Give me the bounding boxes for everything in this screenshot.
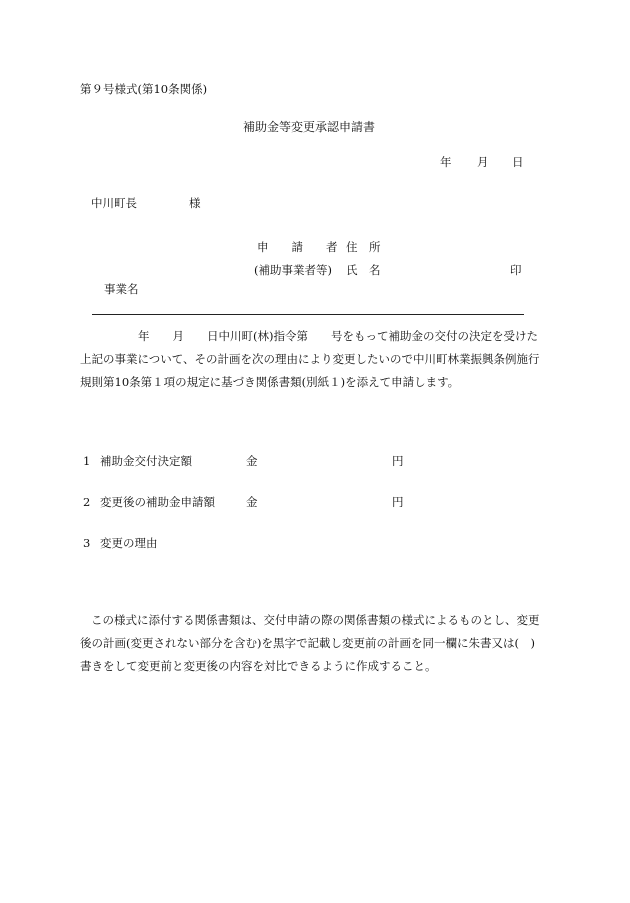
item-label: 変更の理由 bbox=[100, 536, 158, 550]
note-paragraph bbox=[80, 609, 550, 678]
body-line-2: 上記の事業について、その計画を次の理由により変更したいので中川町林業振興条例施行 bbox=[80, 352, 540, 366]
seal-mark: 印 bbox=[510, 263, 522, 277]
item-label: 変更後の補助金申請額 bbox=[100, 495, 215, 509]
item-amount-prefix: 金 bbox=[246, 454, 258, 468]
date-day: 日 bbox=[512, 155, 524, 169]
document-title: 補助金等変更承認申請書 bbox=[243, 120, 376, 134]
project-name-label: 事業名 bbox=[104, 282, 139, 296]
form-number: 第９号様式(第10条関係) bbox=[80, 82, 208, 96]
project-name-underline bbox=[92, 314, 524, 315]
note-line-2: 後の計画(変更されない部分を含む)を黒字で記載し変更前の計画を同一欄に朱書又は( ) bbox=[80, 636, 535, 650]
item-number: 3 bbox=[83, 536, 91, 550]
item-amount-prefix: 金 bbox=[246, 495, 258, 509]
body-line-1: 年 月 日中川町(林)指令第 号をもって補助金の交付の決定を受けた bbox=[138, 329, 538, 343]
date-year: 年 bbox=[440, 155, 452, 169]
addressee-name: 中川町長 bbox=[91, 196, 137, 210]
item-amount-unit: 円 bbox=[392, 495, 404, 509]
body-paragraph bbox=[80, 325, 550, 394]
name-label: 氏 名 bbox=[346, 263, 381, 277]
date-month: 月 bbox=[477, 155, 489, 169]
addressee-honorific: 様 bbox=[189, 196, 201, 210]
item-number: 2 bbox=[83, 495, 91, 509]
applicant-sub-label: (補助事業者等) bbox=[254, 263, 332, 277]
address-label: 住 所 bbox=[346, 240, 381, 254]
applicant-label: 申 請 者 bbox=[257, 240, 338, 254]
note-line-3: 書きをして変更前と変更後の内容を対比できるように作成すること。 bbox=[80, 659, 437, 673]
item-number: 1 bbox=[83, 454, 91, 468]
note-line-1: この様式に添付する関係書類は、交付申請の際の関係書類の様式によるものとし、変更 bbox=[91, 613, 540, 627]
body-line-3: 規則第10条第１項の規定に基づき関係書類(別紙１)を添えて申請します。 bbox=[80, 375, 460, 389]
item-label: 補助金交付決定額 bbox=[100, 454, 192, 468]
item-amount-unit: 円 bbox=[392, 454, 404, 468]
